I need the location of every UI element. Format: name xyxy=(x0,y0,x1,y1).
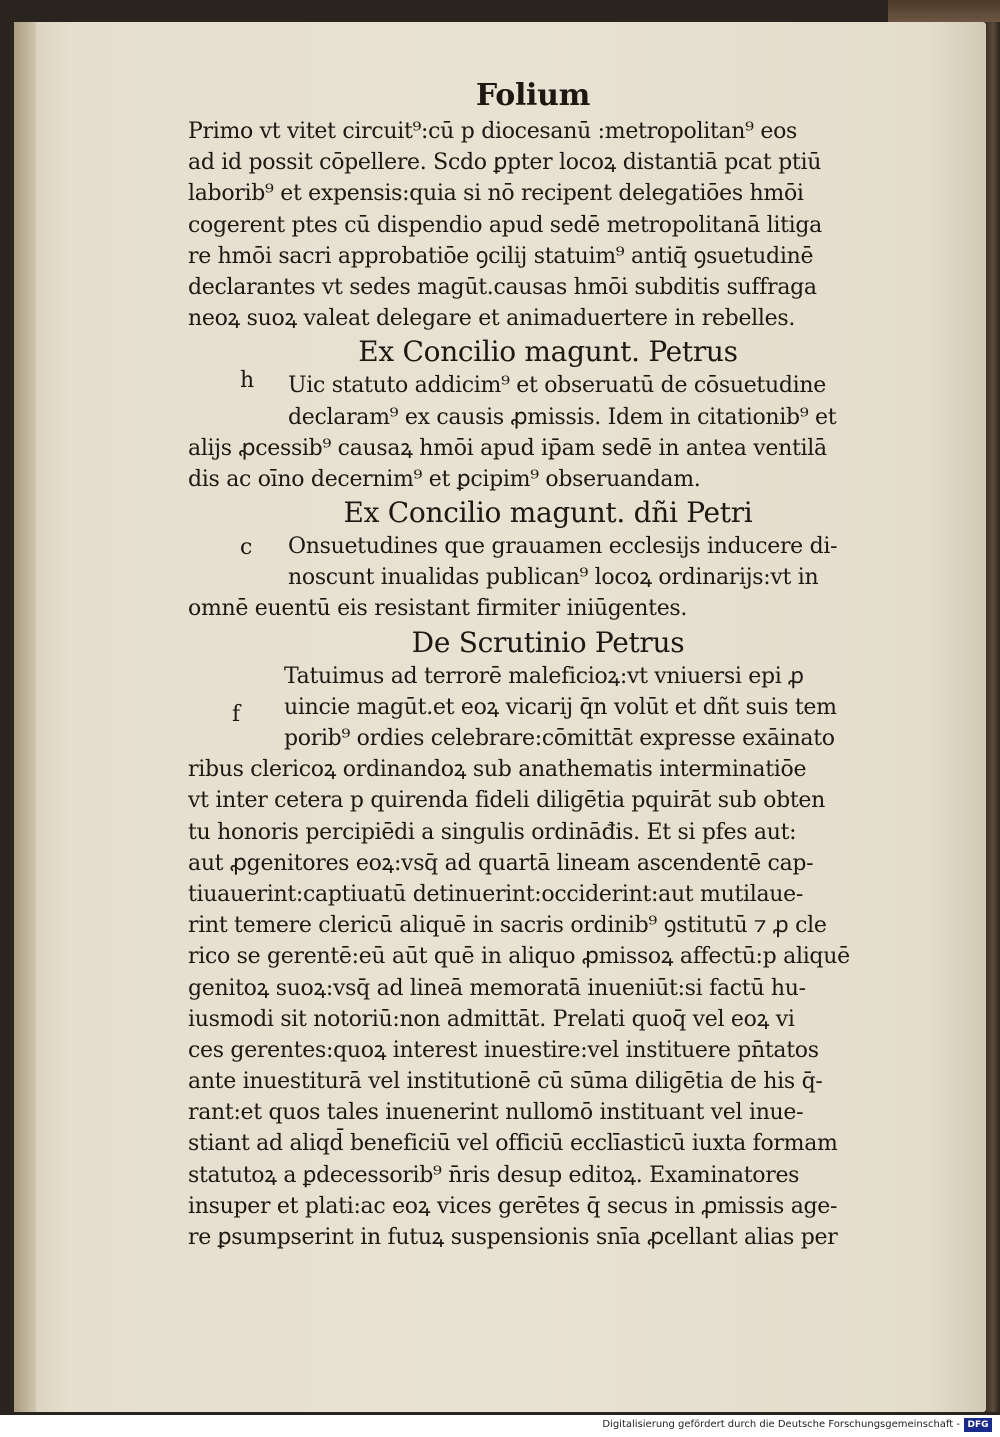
section-heading: De Scrutinio Petrus xyxy=(411,625,685,659)
text-line: laborib⁹ et expensis:quia si nō recipent delegatiōes hmōi xyxy=(188,181,804,207)
text-line: genitoꝝ suoꝝ:vsq̄ ad lineā memoratā inueniūt:si factū hu- xyxy=(188,975,806,1001)
folio-title: Folium xyxy=(475,78,591,113)
text-line: rico se gerentē:eū aūt quē in aliquo ꝓmissoꝝ affectū:p aliquē xyxy=(188,944,850,970)
text-line: Uic statuto addicim⁹ et obseruatū de cōsuetudine xyxy=(288,373,826,399)
text-line: tiuauerint:captiuatū detinuerint:occiderint:aut mutilaue- xyxy=(188,881,804,907)
text-line: re ꝑsumpserint in futuꝝ suspensionis snīa ꝓcellant alias per xyxy=(188,1225,838,1250)
text-line: rint temere clericū aliquē in sacris ordinib⁹ ꝯstitutū ⁊ ꝓ cle xyxy=(188,913,827,939)
text-line: uincie magūt.et eoꝝ vicarij q̄n volūt et dñt suis tem xyxy=(284,694,837,720)
text-line: noscunt inualidas publican⁹ locoꝝ ordinarijs:vt in xyxy=(288,565,819,591)
text-line: neoꝝ suoꝝ valeat delegare et animaduertere in rebelles. xyxy=(188,306,796,332)
margin-letter-c: c xyxy=(240,535,253,560)
dfg-logo: DFG xyxy=(964,1418,992,1432)
text-line: porib⁹ ordies celebrare:cōmittāt expresse exāinato xyxy=(284,726,835,751)
text-line: aut ꝓgenitores eoꝝ:vsq̄ ad quartā lineam ascendentē cap- xyxy=(188,850,814,876)
text-line: alijs ꝓcessib⁹ causaꝝ hmōi apud ip̄am sedē in antea ventilā xyxy=(188,435,827,461)
text-line: ribus clericoꝝ ordinandoꝝ sub anathematis interminatiōe xyxy=(188,757,807,783)
page-text xyxy=(188,76,888,1253)
text-line: tu honoris percipiēdi a singulis ordināđis. Et si pfes aut: xyxy=(188,819,797,845)
footer-bar xyxy=(0,1415,1000,1437)
text-line: dis ac oīno decernim⁹ et ꝑcipim⁹ obseruandam. xyxy=(188,466,701,492)
section-heading: Ex Concilio magunt. Petrus xyxy=(358,335,738,369)
book-edge-top xyxy=(888,0,1000,22)
text-line: Tatuimus ad terrorē maleficioꝝ:vt vniuersi epi ꝓ xyxy=(284,663,804,689)
section-statute xyxy=(188,116,888,334)
footer-credit: Digitalisierung gefördert durch die Deutsche Forschungsgemeinschaft - xyxy=(602,1419,960,1430)
section-de-scrutinio xyxy=(188,625,888,1254)
margin-letter-h: h xyxy=(240,368,255,393)
text-line: iusmodi sit notoriū:non admittāt. Prelati quoq̄ vel eoꝝ vi xyxy=(188,1006,795,1032)
text-line: statutoꝝ a ꝑdecessorib⁹ n̄ris desup editoꝝ. Examinatores xyxy=(188,1162,800,1188)
text-line: ad id possit cōpellere. Scdo ꝑpter locoꝝ distantiā pcat ptiū xyxy=(188,150,822,176)
book-edge-right xyxy=(986,22,1000,1412)
text-line: Primo vt vitet circuit⁹:cū p diocesanū :metropolitan⁹ eos xyxy=(188,119,798,144)
text-line: vt inter cetera p quirenda fideli diligētia pquirāt sub obten xyxy=(188,788,825,814)
section-concilio-dni-petri xyxy=(188,495,888,625)
section-concilio-petrus xyxy=(188,334,888,495)
text-line: ante inuestiturā vel institutionē cū sūma diligētia de his q̄- xyxy=(188,1069,823,1095)
text-line: Onsuetudines que grauamen ecclesijs inducere di- xyxy=(288,534,838,560)
text-line: omnē euentū eis resistant firmiter iniūgentes. xyxy=(188,596,688,622)
section-heading: Ex Concilio magunt. dñi Petri xyxy=(343,496,753,530)
margin-letter-f: f xyxy=(232,702,241,727)
text-line: ces gerentes:quoꝝ interest inuestire:vel instituere pn̄tatos xyxy=(188,1037,819,1063)
page-gutter xyxy=(14,22,36,1412)
text-line: rant:et quos tales inuenerint nullomō instituant vel inue- xyxy=(188,1100,804,1126)
text-line: stiant ad aliqd̄ beneficiū vel officiū ecclīasticū iuxta formam xyxy=(188,1131,838,1157)
text-line: declaram⁹ ex causis ꝓmissis. Idem in citationib⁹ et xyxy=(288,404,837,430)
text-line: re hmōi sacri approbatiōe ꝯcilij statuim⁹ antiq̄ ꝯsuetudinē xyxy=(188,243,814,269)
text-line: declarantes vt sedes magūt.causas hmōi subditis suffraga xyxy=(188,274,817,300)
text-line: insuper et plati:ac eoꝝ vices gerētes q̄ secus in ꝓmissis age- xyxy=(188,1193,838,1219)
text-line: cogerent ptes cū dispendio apud sedē metropolitanā litiga xyxy=(188,212,822,238)
